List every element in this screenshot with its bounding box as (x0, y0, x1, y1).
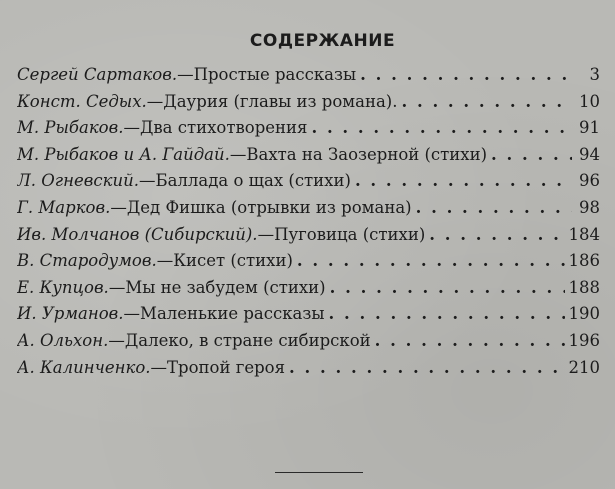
toc-page-number: 196 (568, 330, 600, 350)
toc-entry (17, 328, 600, 355)
toc-leader (285, 355, 564, 382)
toc-entry (17, 168, 600, 195)
toc-leader (397, 89, 572, 116)
toc-author: М. Рыбаков. (17, 118, 124, 138)
toc-page-number: 96 (579, 171, 600, 191)
toc-leader (326, 275, 565, 302)
toc-page-number: 3 (589, 65, 600, 84)
toc-dash: — (156, 251, 174, 271)
toc-entry (17, 222, 600, 249)
toc-dash: — (177, 65, 194, 84)
toc-title: Маленькие рассказы (140, 304, 325, 324)
toc-leader (356, 62, 572, 89)
toc-dash: — (108, 330, 125, 350)
toc-author: Л. Огневский. (17, 171, 139, 191)
toc-entry (17, 355, 600, 382)
toc-page-number: 91 (579, 118, 600, 138)
toc-leader (307, 115, 572, 142)
toc-author: Сергей Сартаков. (17, 65, 178, 84)
toc-dash: — (110, 197, 127, 217)
toc-entry (17, 142, 600, 169)
toc-author: Е. Купцов. (17, 277, 109, 297)
toc-title: Два стихотворения (139, 118, 308, 138)
toc-page-number: 190 (568, 304, 600, 324)
toc-dash: — (229, 144, 247, 164)
bottom-divider (275, 472, 363, 473)
toc-entry (17, 248, 600, 275)
toc-leader (487, 142, 572, 169)
page-title: СОДЕРЖАНИЕ (249, 31, 396, 51)
toc-title: Дед Фишка (отрывки из романа) (126, 197, 412, 217)
toc-title: Пуговица (стихи) (274, 224, 426, 244)
toc-page-number: 184 (568, 224, 600, 244)
toc-page-number: 186 (568, 251, 600, 271)
toc-leader (325, 301, 565, 328)
toc-dash: — (257, 224, 275, 244)
toc-title: Даурия (главы из романа). (163, 91, 398, 111)
toc-title: Далеко, в стране сибирской (124, 330, 371, 350)
toc-author: А. Ольхон. (17, 330, 109, 350)
toc-dash: — (138, 171, 156, 191)
toc-leader (371, 328, 565, 355)
table-of-contents (17, 62, 600, 381)
toc-leader (351, 168, 572, 195)
toc-title: Кисет (стихи) (173, 251, 293, 271)
toc-author: В. Стародумов. (17, 251, 157, 271)
toc-entry (17, 89, 600, 116)
toc-entry (17, 301, 600, 328)
toc-dash: — (146, 91, 164, 111)
toc-title: Вахта на Заозерной (стихи) (246, 144, 488, 164)
toc-page-number: 10 (579, 91, 600, 111)
toc-title: Простые рассказы (193, 65, 357, 84)
toc-author: Конст. Седых. (17, 91, 147, 111)
toc-page-number: 188 (568, 277, 600, 297)
toc-page-number: 94 (579, 144, 600, 164)
toc-title: Мы не забудем (стихи) (125, 277, 326, 297)
toc-leader (293, 248, 565, 275)
toc-dash: — (123, 118, 140, 138)
toc-title: Баллада о щах (стихи) (155, 171, 351, 191)
toc-author: И. Урманов. (17, 304, 124, 324)
toc-title: Тропой героя (167, 357, 286, 377)
toc-entry (17, 62, 600, 89)
toc-dash: — (150, 357, 168, 377)
toc-leader (412, 195, 572, 222)
toc-page-number: 210 (568, 357, 600, 377)
toc-dash: — (108, 277, 126, 297)
toc-page-number: 98 (579, 197, 600, 217)
toc-author: А. Калинченко. (17, 357, 151, 377)
toc-author: Г. Марков. (17, 197, 111, 217)
toc-author: Ив. Молчанов (Сибирский). (17, 224, 258, 244)
toc-dash: — (123, 304, 141, 324)
toc-entry (17, 115, 600, 142)
toc-entry (17, 275, 600, 302)
toc-leader (425, 222, 564, 249)
toc-author: М. Рыбаков и А. Гайдай. (17, 144, 230, 164)
toc-entry (17, 195, 600, 222)
